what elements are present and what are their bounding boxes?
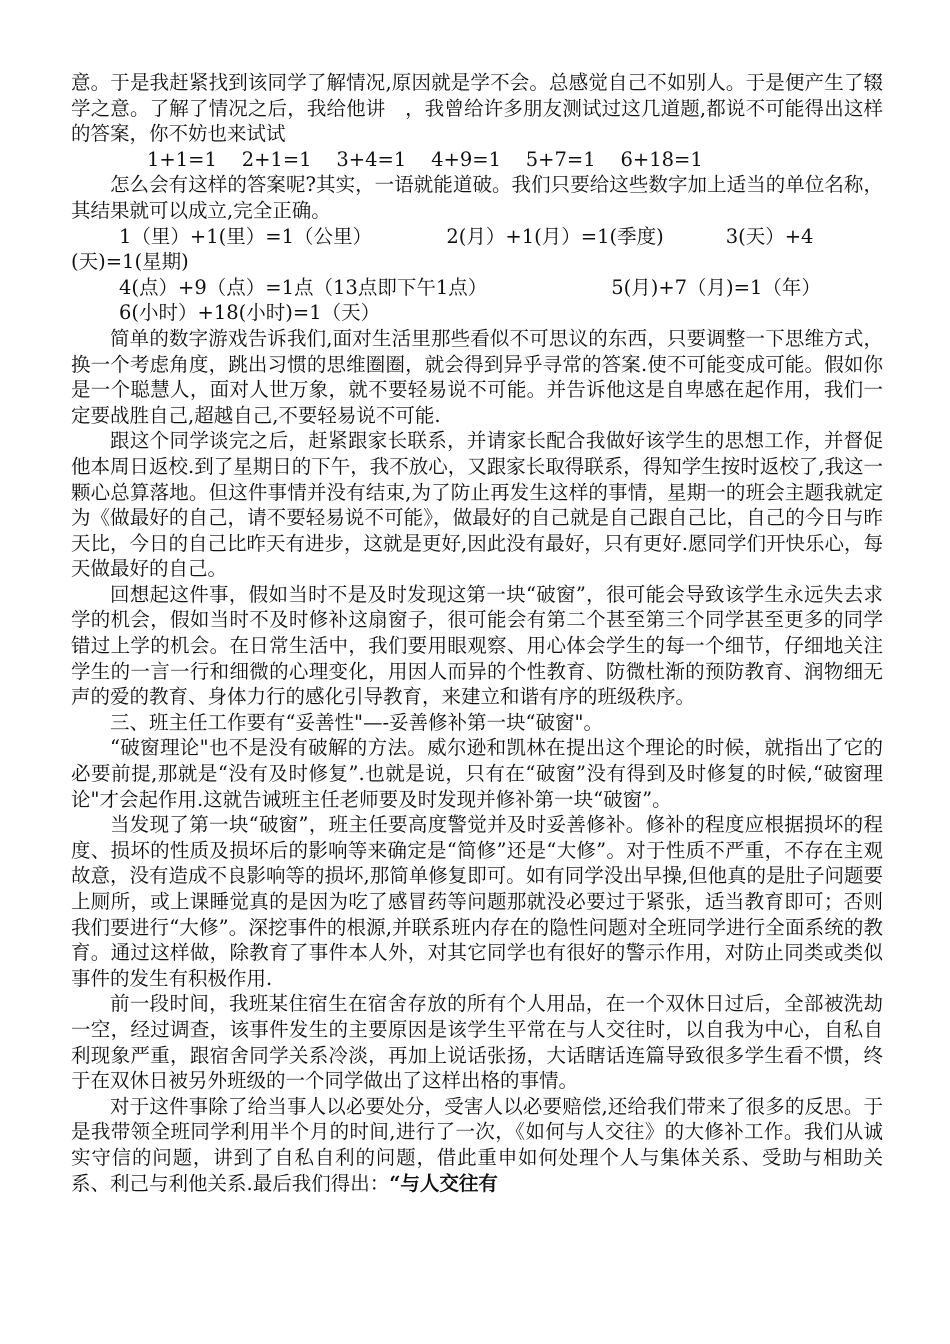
equations-line: 1+1=1 2+1=1 3+4=1 4+9=1 5+7=1 6+18=1: [147, 147, 703, 171]
paragraph-broken-window-theory: “破窗理论"也不是没有破解的方法。威尔逊和凯林在提出这个理论的时候，就指出了它的必要前提,那就是“没有及时修复”.也就是说，只有在“破窗”没有得到及时修复的时候,“破窗理论"才会起作用.这就告诫班主任老师要及时发现并修补第一块“破窗”。: [71, 736, 883, 811]
paragraph-answer: 怎么会有这样的答案呢?其实，一语就能道破。我们只要给这些数字加上适当的单位名称，其结果就可以成立,完全正确。: [71, 173, 883, 222]
reflection-text: 对于这件事除了给当事人以必要处分，受害人以必要赔偿,还给我们带来了很多的反思。于是我带领全班同学利用半个月的时间,进行了一次，《如何与人交往》的大修补工作。我们从诚实守信的问题，讲到了自私自利的问题，借此重申如何处理个人与集体关系、受助与相助关系、利己与利他关系.最后我们得出：: [71, 1094, 883, 1195]
units-line-1: 1（里）+1(里）=1（公里） 2(月）+1(月）=1(季度) 3(天）+4: [119, 224, 814, 248]
reflection-bold-text: “与人交往有: [389, 1171, 498, 1195]
units-line-1-continued: (天)=1(星期): [71, 250, 189, 274]
paragraph-number-game: 简单的数字游戏告诉我们,面对生活里那些看似不可思议的东西，只要调整一下思维方式，换一个考虑角度，跳出习惯的思维圈圈，就会得到异乎寻常的答案.使不可能变成可能。假如你是一个聪慧人，面对人世万象，就不要轻易说不可能。并告诉他这是自卑感在起作用，我们一定要战胜自己,超越自己,不要轻易说不可能.: [71, 326, 883, 427]
paragraph-recall: 回想起这件事，假如当时不是及时发现这第一块“破窗”，很可能会导致该学生永远失去求学的机会，假如当时不及时修补这扇窗子，很可能会有第二个甚至第三个同学甚至更多的同学错过上学的机会。在日常生活中，我们要用眼观察、用心体会学生的每一个细节，仔细地关注学生的一言一行和细微的心理变化，用因人而异的个性教育、防微杜渐的预防教育、润物细无声的爱的教育、身体力行的感化引导教育，来建立和谐有序的班级秩序。: [71, 582, 883, 709]
paragraph-reflection: [71, 1094, 883, 1196]
units-line-3: 6(小时）+18(小时)=1（天）: [119, 301, 381, 325]
body-text: [71, 70, 883, 1196]
paragraph-dorm-incident: 前一段时间，我班某住宿生在宿舍存放的所有个人用品，在一个双休日过后，全部被洗劫一空，经过调查，该事件发生的主要原因是该学生平常在与人交往时，以自我为中心，自私自利现象严重，跟宿舍同学关系冷淡，再加上说话张扬，大话瞎话连篇导致很多学生看不惯，终于在双休日被另外班级的一个同学做出了这样出格的事情。: [71, 992, 883, 1093]
paragraph-parents: 跟这个同学谈完之后，赶紧跟家长联系，并请家长配合我做好该学生的思想工作，并督促他本周日返校.到了星期日的下午，我不放心，又跟家长取得联系，得知学生按时返校了,我这一颗心总算落地。但这件事情并没有结束,为了防止再发生这样的事情，星期一的班会主题我就定为《做最好的自己，请不要轻易说不可能》，做最好的自己就是自己跟自己比，自己的今日与昨天比，今日的自己比昨天有进步，这就是更好,因此没有最好，只有更好.愿同学们开快乐心，每天做最好的自己。: [71, 429, 883, 581]
units-line-2: 4(点）+9（点）=1点（13点即下午1点） 5(月)+7（月)=1（年）: [119, 275, 821, 299]
section-heading-3: 三、班主任工作要有“妥善性"—-妥善修补第一块“破窗"。: [110, 710, 603, 734]
paragraph-repair: 当发现了第一块“破窗”，班主任要高度警觉并及时妥善修补。修补的程度应根据损坏的程度、损坏的性质及损坏后的影响等来确定是“简修”还是“大修”。对于性质不严重，不存在主观故意，没有造成不良影响等的损坏,那简单修复即可。如有同学没出早操,但他真的是肚子问题要上厕所，或上课睡觉真的是因为吃了感冒药等问题那就没必要过于紧张，适当教育即可；否则我们要进行“大修”。深挖事件的根源,并联系班内存在的隐性问题对全班同学进行全面系统的教育。通过这样做，除教育了事件本人外，对其它同学也有很好的警示作用，对防止同类或类似事件的发生有积极作用.: [71, 813, 883, 990]
paragraph-intro: 意。于是我赶紧找到该同学了解情况,原因就是学不会。总感觉自己不如别人。于是便产生了辍学之意。了解了情况之后，我给他讲 ，我曾给许多朋友测试过这几道题,都说不可能得出这样的答案，你不妨也来试试: [71, 71, 883, 146]
